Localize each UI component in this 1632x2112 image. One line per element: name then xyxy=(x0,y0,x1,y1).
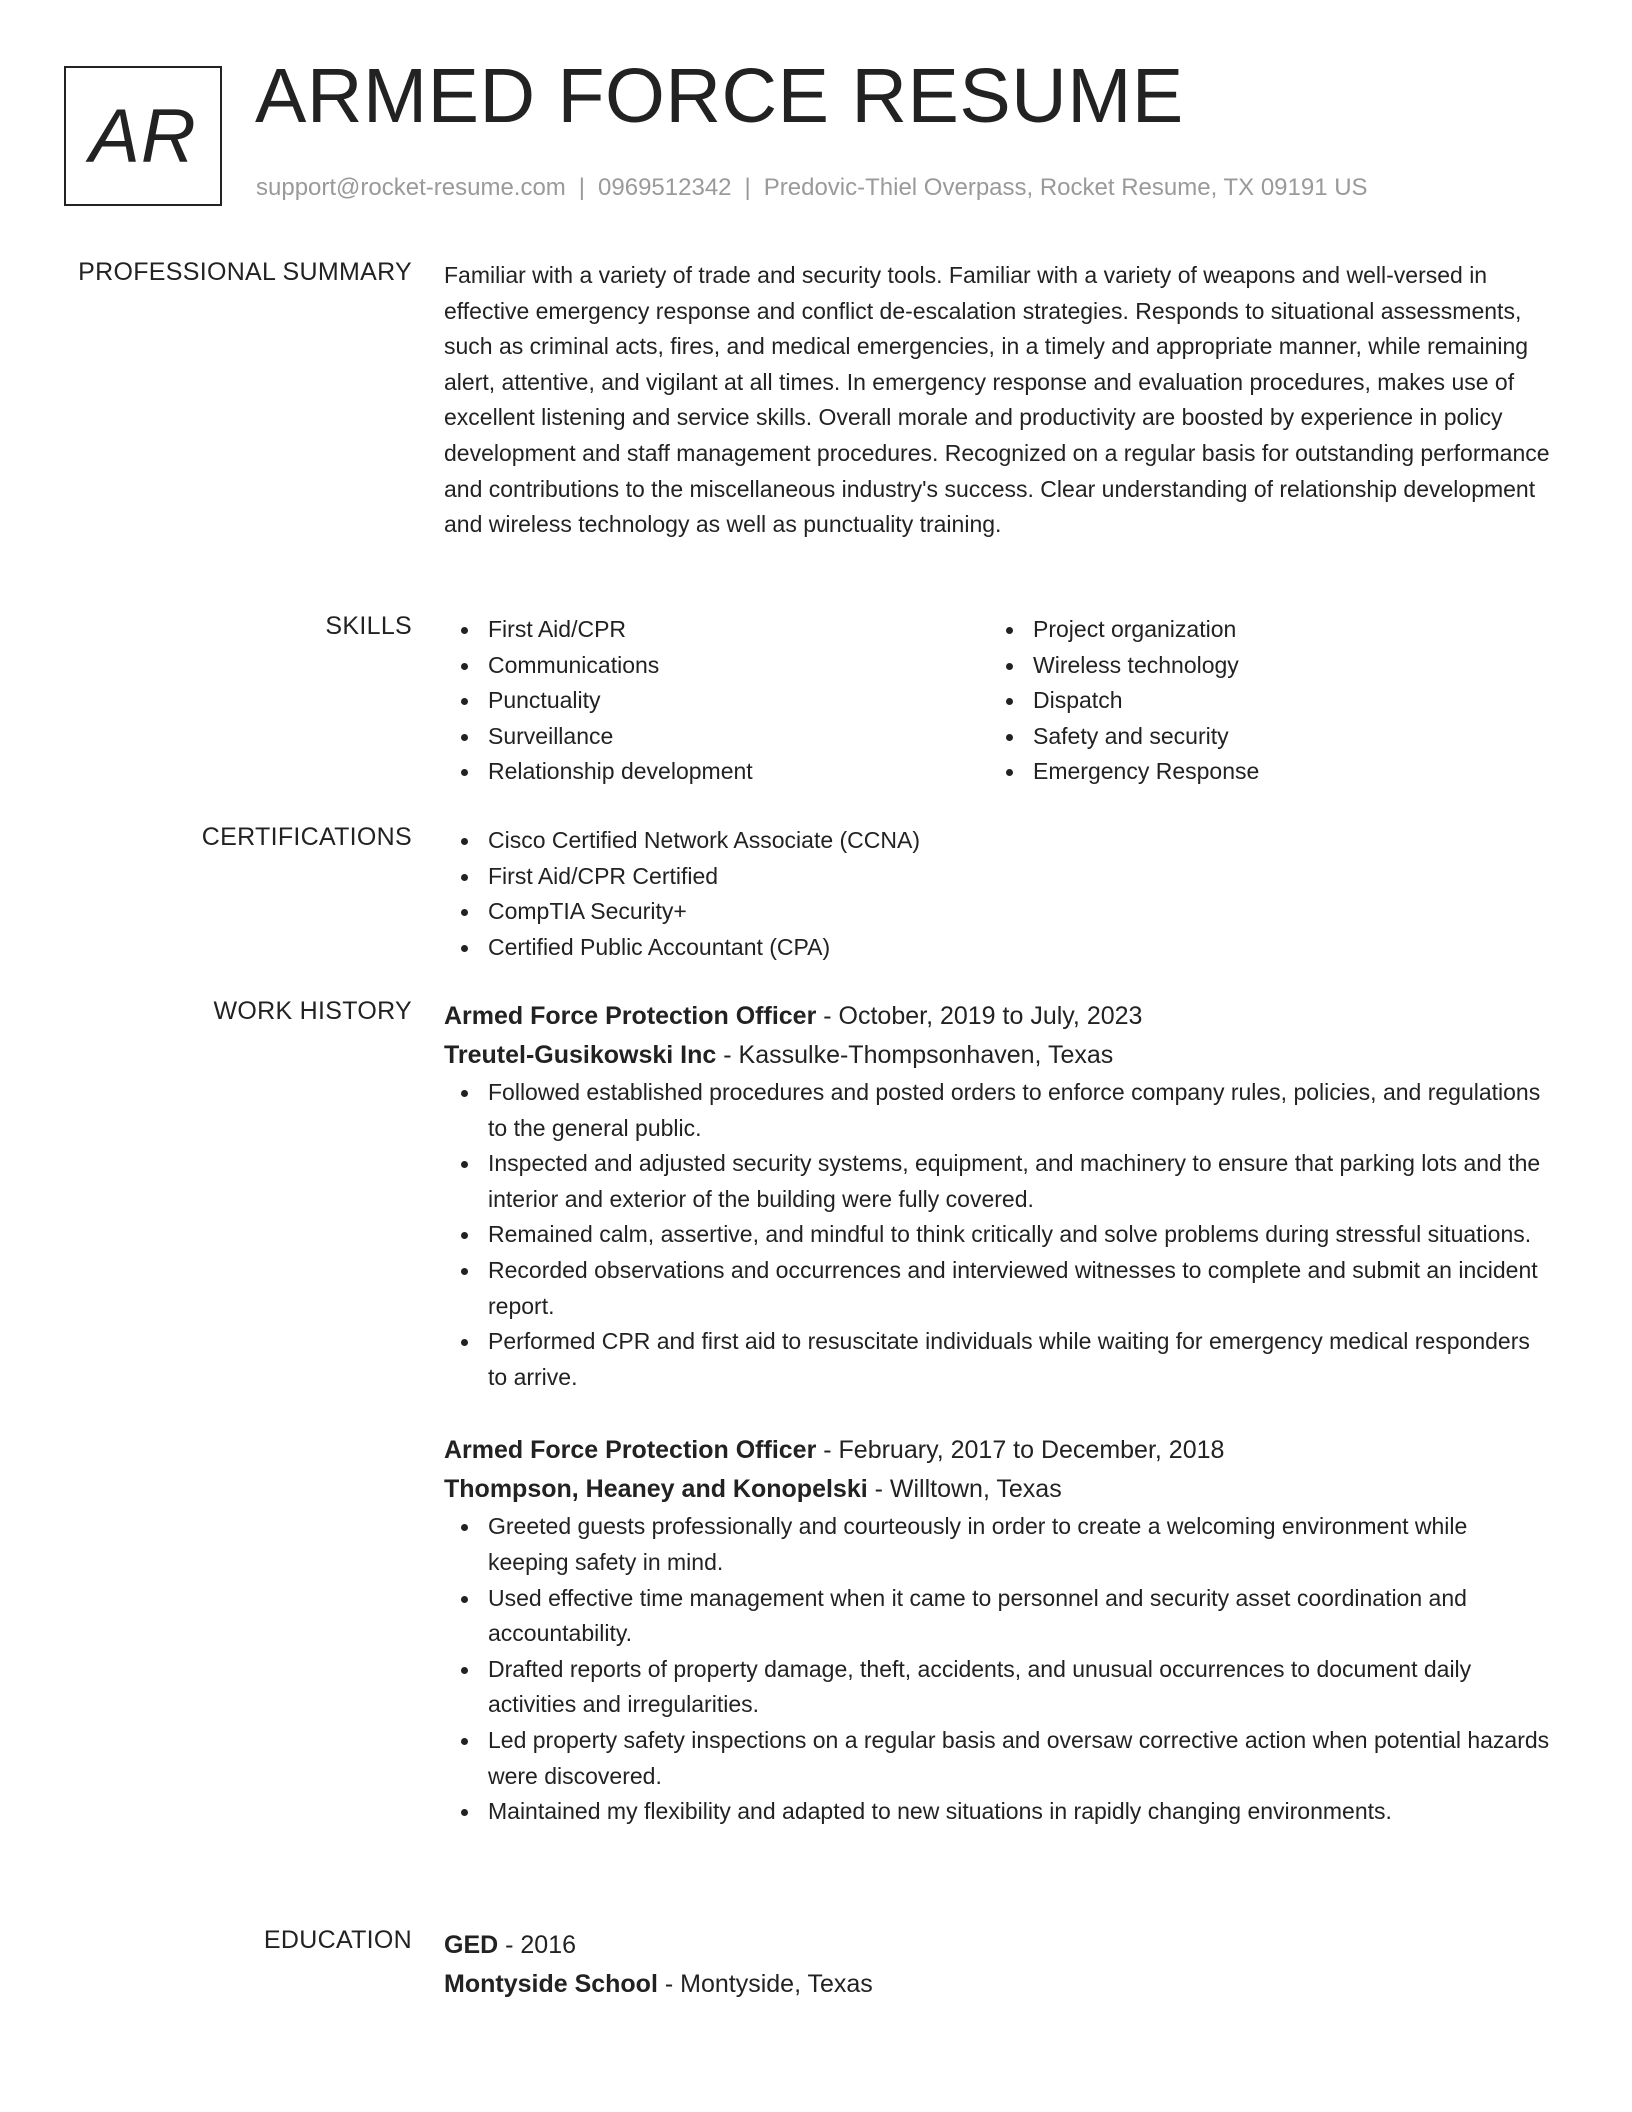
job-location: - Kassulke-Thompsonhaven, Texas xyxy=(716,1041,1114,1069)
job-location: - Willtown, Texas xyxy=(867,1475,1062,1504)
section-heading-education: EDUCATION xyxy=(263,1926,412,1954)
job-dates: - February, 2017 to December, 2018 xyxy=(816,1436,1225,1465)
job-company: Treutel-Gusikowski Inc xyxy=(444,1041,717,1069)
education-body xyxy=(444,1926,1554,2004)
summary-text: Familiar with a variety of trade and security tools. Familiar with a variety of weapons and well-versed in effective emergency response and conflict de-escalation strategies. Responds to situational assessments, such as criminal acts, fires, and medical emergencies, in a timely and appropriate manner, while remaining alert, attentive, and vigilant at all times. In emergency response and evaluation procedures, makes use of excellent listening and service skills. Overall morale and productivity are boosted by experience in policy development and staff management procedures. Recognized on a regular basis for outstanding performance and contributions to the miscellaneous industry's success. Clear understanding of relationship development and wireless technology as well as punctuality training. xyxy=(444,262,1550,538)
job-company: Thompson, Heaney and Konopelski xyxy=(444,1475,868,1504)
job-duties-list xyxy=(444,1075,1554,1395)
job-title-line xyxy=(444,997,1554,1036)
skill-item: Dispatch xyxy=(989,683,1534,719)
job-duty-item: Greeted guests professionally and courteously in order to create a welcoming environment while keeping safety in mind. xyxy=(444,1509,1554,1580)
contact-line xyxy=(256,174,1368,202)
job-duty-item: Used effective time management when it came to personnel and security asset coordination and accountability. xyxy=(444,1581,1554,1652)
education-location: - Montyside, Texas xyxy=(657,1970,873,1998)
monogram-initials: AR xyxy=(89,93,197,179)
job-company-line xyxy=(444,1036,1554,1075)
skill-item: Project organization xyxy=(989,612,1534,648)
job-duty-item: Inspected and adjusted security systems, equipment, and machinery to ensure that parking lots and the interior and exterior of the building were fully covered. xyxy=(444,1146,1554,1217)
job-duty-item: Recorded observations and occurrences and interviewed witnesses to complete and submit an incident report. xyxy=(444,1253,1554,1324)
certifications-body xyxy=(444,823,1554,965)
skill-item: Safety and security xyxy=(989,719,1534,755)
monogram-box xyxy=(64,66,222,206)
skills-grid xyxy=(444,612,1554,790)
certification-item: CompTIA Security+ xyxy=(444,894,1554,930)
resume-title: ARMED FORCE RESUME xyxy=(255,53,1184,139)
work-history-body xyxy=(444,997,1554,1866)
skills-column-left xyxy=(444,612,989,790)
job-duty-item: Performed CPR and first aid to resuscitate individuals while waiting for emergency medical responders to arrive. xyxy=(444,1324,1554,1395)
skill-item: Relationship development xyxy=(444,754,989,790)
job-title: Armed Force Protection Officer xyxy=(444,1436,817,1465)
certifications-list xyxy=(444,823,1554,965)
job-duty-item: Maintained my flexibility and adapted to new situations in rapidly changing environments. xyxy=(444,1794,1554,1830)
contact-separator: | xyxy=(744,174,751,201)
skill-item: Emergency Response xyxy=(989,754,1534,790)
job-dates: - October, 2019 to July, 2023 xyxy=(816,1002,1143,1030)
section-heading-certifications: CERTIFICATIONS xyxy=(201,823,412,851)
section-heading-summary: PROFESSIONAL SUMMARY xyxy=(78,258,412,286)
job-duty-item: Remained calm, assertive, and mindful to think critically and solve problems during stressful situations. xyxy=(444,1217,1554,1253)
education-school-line xyxy=(444,1965,1554,2004)
job-duties-list xyxy=(444,1509,1554,1829)
job-duty-item: Followed established procedures and posted orders to enforce company rules, policies, and regulations to the general public. xyxy=(444,1075,1554,1146)
skills-body xyxy=(444,612,1554,790)
skill-item: First Aid/CPR xyxy=(444,612,989,648)
section-heading-skills: SKILLS xyxy=(325,612,412,640)
skill-item: Surveillance xyxy=(444,719,989,755)
job-duty-item: Led property safety inspections on a regular basis and oversaw corrective action when potential hazards were discovered. xyxy=(444,1723,1554,1794)
contact-phone[interactable]: 0969512342 xyxy=(598,174,732,201)
education-degree: GED xyxy=(444,1931,499,1959)
certification-item: First Aid/CPR Certified xyxy=(444,859,1554,895)
certification-item: Certified Public Accountant (CPA) xyxy=(444,930,1554,966)
job-title-line xyxy=(444,1431,1554,1470)
job-title: Armed Force Protection Officer xyxy=(444,1002,817,1030)
education-year: - 2016 xyxy=(498,1931,577,1959)
skill-item: Communications xyxy=(444,648,989,684)
certification-item: Cisco Certified Network Associate (CCNA) xyxy=(444,823,1554,859)
education-degree-line xyxy=(444,1926,1554,1965)
skill-item: Punctuality xyxy=(444,683,989,719)
contact-separator: | xyxy=(578,174,586,201)
section-heading-work-history: WORK HISTORY xyxy=(213,997,412,1025)
contact-address: Predovic-Thiel Overpass, Rocket Resume, TX 09191 US xyxy=(763,174,1368,201)
job-entry xyxy=(444,1431,1554,1829)
skill-item: Wireless technology xyxy=(989,648,1534,684)
job-company-line xyxy=(444,1470,1554,1509)
education-school: Montyside School xyxy=(444,1970,658,1998)
job-entry xyxy=(444,997,1554,1395)
skills-column-right xyxy=(989,612,1534,790)
contact-email[interactable]: support@rocket-resume.com xyxy=(256,174,566,201)
job-duty-item: Drafted reports of property damage, theft, accidents, and unusual occurrences to document daily activities and irregularities. xyxy=(444,1652,1554,1723)
